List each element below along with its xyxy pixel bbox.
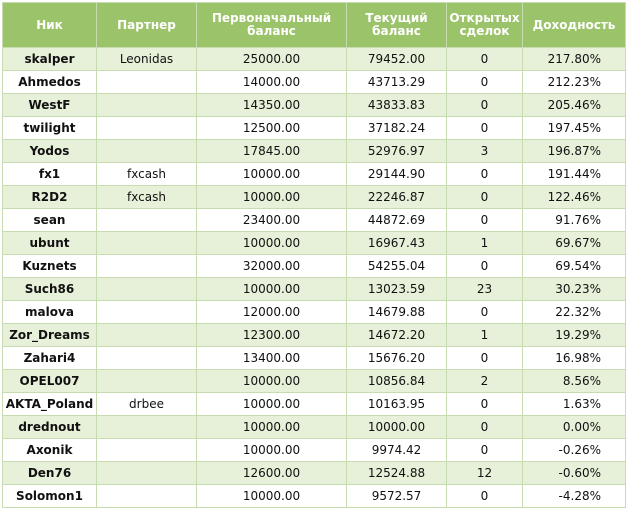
cell-nick: ubunt [3, 232, 97, 255]
cell-yield: 212.23% [523, 71, 626, 94]
cell-initial-balance: 14350.00 [197, 94, 347, 117]
cell-yield: 196.87% [523, 140, 626, 163]
table-row [3, 278, 626, 301]
cell-yield: 205.46% [523, 94, 626, 117]
table-row [3, 94, 626, 117]
cell-partner [97, 94, 197, 117]
cell-yield: 0.00% [523, 416, 626, 439]
table-row [3, 71, 626, 94]
cell-current-balance: 13023.59 [347, 278, 447, 301]
table-row [3, 324, 626, 347]
cell-initial-balance: 10000.00 [197, 278, 347, 301]
cell-nick: Axonik [3, 439, 97, 462]
cell-current-balance: 52976.97 [347, 140, 447, 163]
table-row [3, 117, 626, 140]
cell-nick: twilight [3, 117, 97, 140]
cell-partner [97, 71, 197, 94]
cell-partner [97, 416, 197, 439]
cell-open-trades: 0 [447, 301, 523, 324]
cell-open-trades: 0 [447, 439, 523, 462]
cell-current-balance: 10163.95 [347, 393, 447, 416]
cell-initial-balance: 25000.00 [197, 48, 347, 71]
cell-initial-balance: 13400.00 [197, 347, 347, 370]
cell-initial-balance: 10000.00 [197, 393, 347, 416]
header-open-trades: Открытых сделок [447, 3, 523, 48]
cell-nick: skalper [3, 48, 97, 71]
cell-partner [97, 278, 197, 301]
table-row [3, 48, 626, 71]
cell-current-balance: 9974.42 [347, 439, 447, 462]
cell-nick: Zahari4 [3, 347, 97, 370]
cell-nick: malova [3, 301, 97, 324]
cell-partner [97, 209, 197, 232]
cell-current-balance: 14679.88 [347, 301, 447, 324]
cell-partner [97, 301, 197, 324]
cell-yield: 122.46% [523, 186, 626, 209]
cell-current-balance: 54255.04 [347, 255, 447, 278]
table-row [3, 485, 626, 508]
cell-initial-balance: 10000.00 [197, 370, 347, 393]
cell-current-balance: 79452.00 [347, 48, 447, 71]
cell-open-trades: 0 [447, 117, 523, 140]
cell-yield: 30.23% [523, 278, 626, 301]
cell-yield: 22.32% [523, 301, 626, 324]
cell-current-balance: 12524.88 [347, 462, 447, 485]
cell-initial-balance: 32000.00 [197, 255, 347, 278]
cell-yield: -0.26% [523, 439, 626, 462]
cell-open-trades: 0 [447, 255, 523, 278]
table-header-row [3, 3, 626, 48]
header-initial-balance: Первоначальный баланс [197, 3, 347, 48]
cell-nick: Ahmedos [3, 71, 97, 94]
table-row [3, 301, 626, 324]
cell-yield: 191.44% [523, 163, 626, 186]
cell-partner: fxcash [97, 163, 197, 186]
cell-initial-balance: 10000.00 [197, 439, 347, 462]
cell-yield: 16.98% [523, 347, 626, 370]
cell-yield: 8.56% [523, 370, 626, 393]
table-row [3, 439, 626, 462]
cell-current-balance: 44872.69 [347, 209, 447, 232]
table-row [3, 416, 626, 439]
cell-nick: AKTA_Poland [3, 393, 97, 416]
cell-open-trades: 1 [447, 324, 523, 347]
cell-partner [97, 439, 197, 462]
cell-current-balance: 15676.20 [347, 347, 447, 370]
cell-nick: Den76 [3, 462, 97, 485]
cell-yield: 197.45% [523, 117, 626, 140]
cell-yield: 217.80% [523, 48, 626, 71]
table-body [3, 48, 626, 508]
header-nick: Ник [3, 3, 97, 48]
cell-open-trades: 3 [447, 140, 523, 163]
table-row [3, 140, 626, 163]
cell-initial-balance: 12000.00 [197, 301, 347, 324]
cell-initial-balance: 10000.00 [197, 416, 347, 439]
cell-partner: fxcash [97, 186, 197, 209]
cell-yield: 69.54% [523, 255, 626, 278]
cell-initial-balance: 12300.00 [197, 324, 347, 347]
cell-current-balance: 9572.57 [347, 485, 447, 508]
cell-initial-balance: 10000.00 [197, 485, 347, 508]
cell-current-balance: 37182.24 [347, 117, 447, 140]
cell-yield: 91.76% [523, 209, 626, 232]
cell-open-trades: 12 [447, 462, 523, 485]
cell-nick: OPEL007 [3, 370, 97, 393]
cell-yield: -0.60% [523, 462, 626, 485]
cell-initial-balance: 23400.00 [197, 209, 347, 232]
table-row [3, 393, 626, 416]
cell-open-trades: 0 [447, 94, 523, 117]
cell-open-trades: 0 [447, 48, 523, 71]
cell-nick: Yodos [3, 140, 97, 163]
cell-current-balance: 43833.83 [347, 94, 447, 117]
cell-current-balance: 16967.43 [347, 232, 447, 255]
cell-yield: 1.63% [523, 393, 626, 416]
table-row [3, 462, 626, 485]
cell-current-balance: 10856.84 [347, 370, 447, 393]
cell-current-balance: 43713.29 [347, 71, 447, 94]
cell-initial-balance: 17845.00 [197, 140, 347, 163]
cell-yield: -4.28% [523, 485, 626, 508]
cell-open-trades: 0 [447, 393, 523, 416]
cell-current-balance: 14672.20 [347, 324, 447, 347]
cell-nick: Kuznets [3, 255, 97, 278]
cell-open-trades: 0 [447, 209, 523, 232]
table-row [3, 370, 626, 393]
cell-nick: Solomon1 [3, 485, 97, 508]
table-row [3, 255, 626, 278]
cell-partner [97, 255, 197, 278]
cell-nick: WestF [3, 94, 97, 117]
table-row [3, 209, 626, 232]
header-current-balance: Текущий баланс [347, 3, 447, 48]
cell-initial-balance: 12600.00 [197, 462, 347, 485]
cell-partner [97, 485, 197, 508]
cell-yield: 19.29% [523, 324, 626, 347]
cell-partner [97, 117, 197, 140]
header-partner: Партнер [97, 3, 197, 48]
cell-initial-balance: 10000.00 [197, 186, 347, 209]
cell-open-trades: 0 [447, 71, 523, 94]
ranking-table-container [2, 2, 625, 508]
cell-partner [97, 347, 197, 370]
cell-nick: drednout [3, 416, 97, 439]
cell-nick: sean [3, 209, 97, 232]
cell-partner [97, 324, 197, 347]
cell-partner [97, 462, 197, 485]
table-row [3, 347, 626, 370]
cell-nick: R2D2 [3, 186, 97, 209]
cell-open-trades: 0 [447, 485, 523, 508]
cell-initial-balance: 10000.00 [197, 232, 347, 255]
cell-open-trades: 23 [447, 278, 523, 301]
cell-partner: drbee [97, 393, 197, 416]
cell-open-trades: 1 [447, 232, 523, 255]
cell-nick: fx1 [3, 163, 97, 186]
cell-open-trades: 0 [447, 416, 523, 439]
cell-yield: 69.67% [523, 232, 626, 255]
cell-current-balance: 29144.90 [347, 163, 447, 186]
cell-initial-balance: 10000.00 [197, 163, 347, 186]
cell-open-trades: 0 [447, 186, 523, 209]
cell-open-trades: 0 [447, 163, 523, 186]
cell-nick: Such86 [3, 278, 97, 301]
cell-initial-balance: 14000.00 [197, 71, 347, 94]
cell-partner [97, 232, 197, 255]
table-row [3, 163, 626, 186]
cell-nick: Zor_Dreams [3, 324, 97, 347]
table-row [3, 232, 626, 255]
cell-open-trades: 2 [447, 370, 523, 393]
cell-current-balance: 22246.87 [347, 186, 447, 209]
ranking-table [2, 2, 626, 508]
cell-current-balance: 10000.00 [347, 416, 447, 439]
cell-partner: Leonidas [97, 48, 197, 71]
cell-partner [97, 140, 197, 163]
cell-partner [97, 370, 197, 393]
cell-open-trades: 0 [447, 347, 523, 370]
header-yield: Доходность [523, 3, 626, 48]
cell-initial-balance: 12500.00 [197, 117, 347, 140]
table-row [3, 186, 626, 209]
